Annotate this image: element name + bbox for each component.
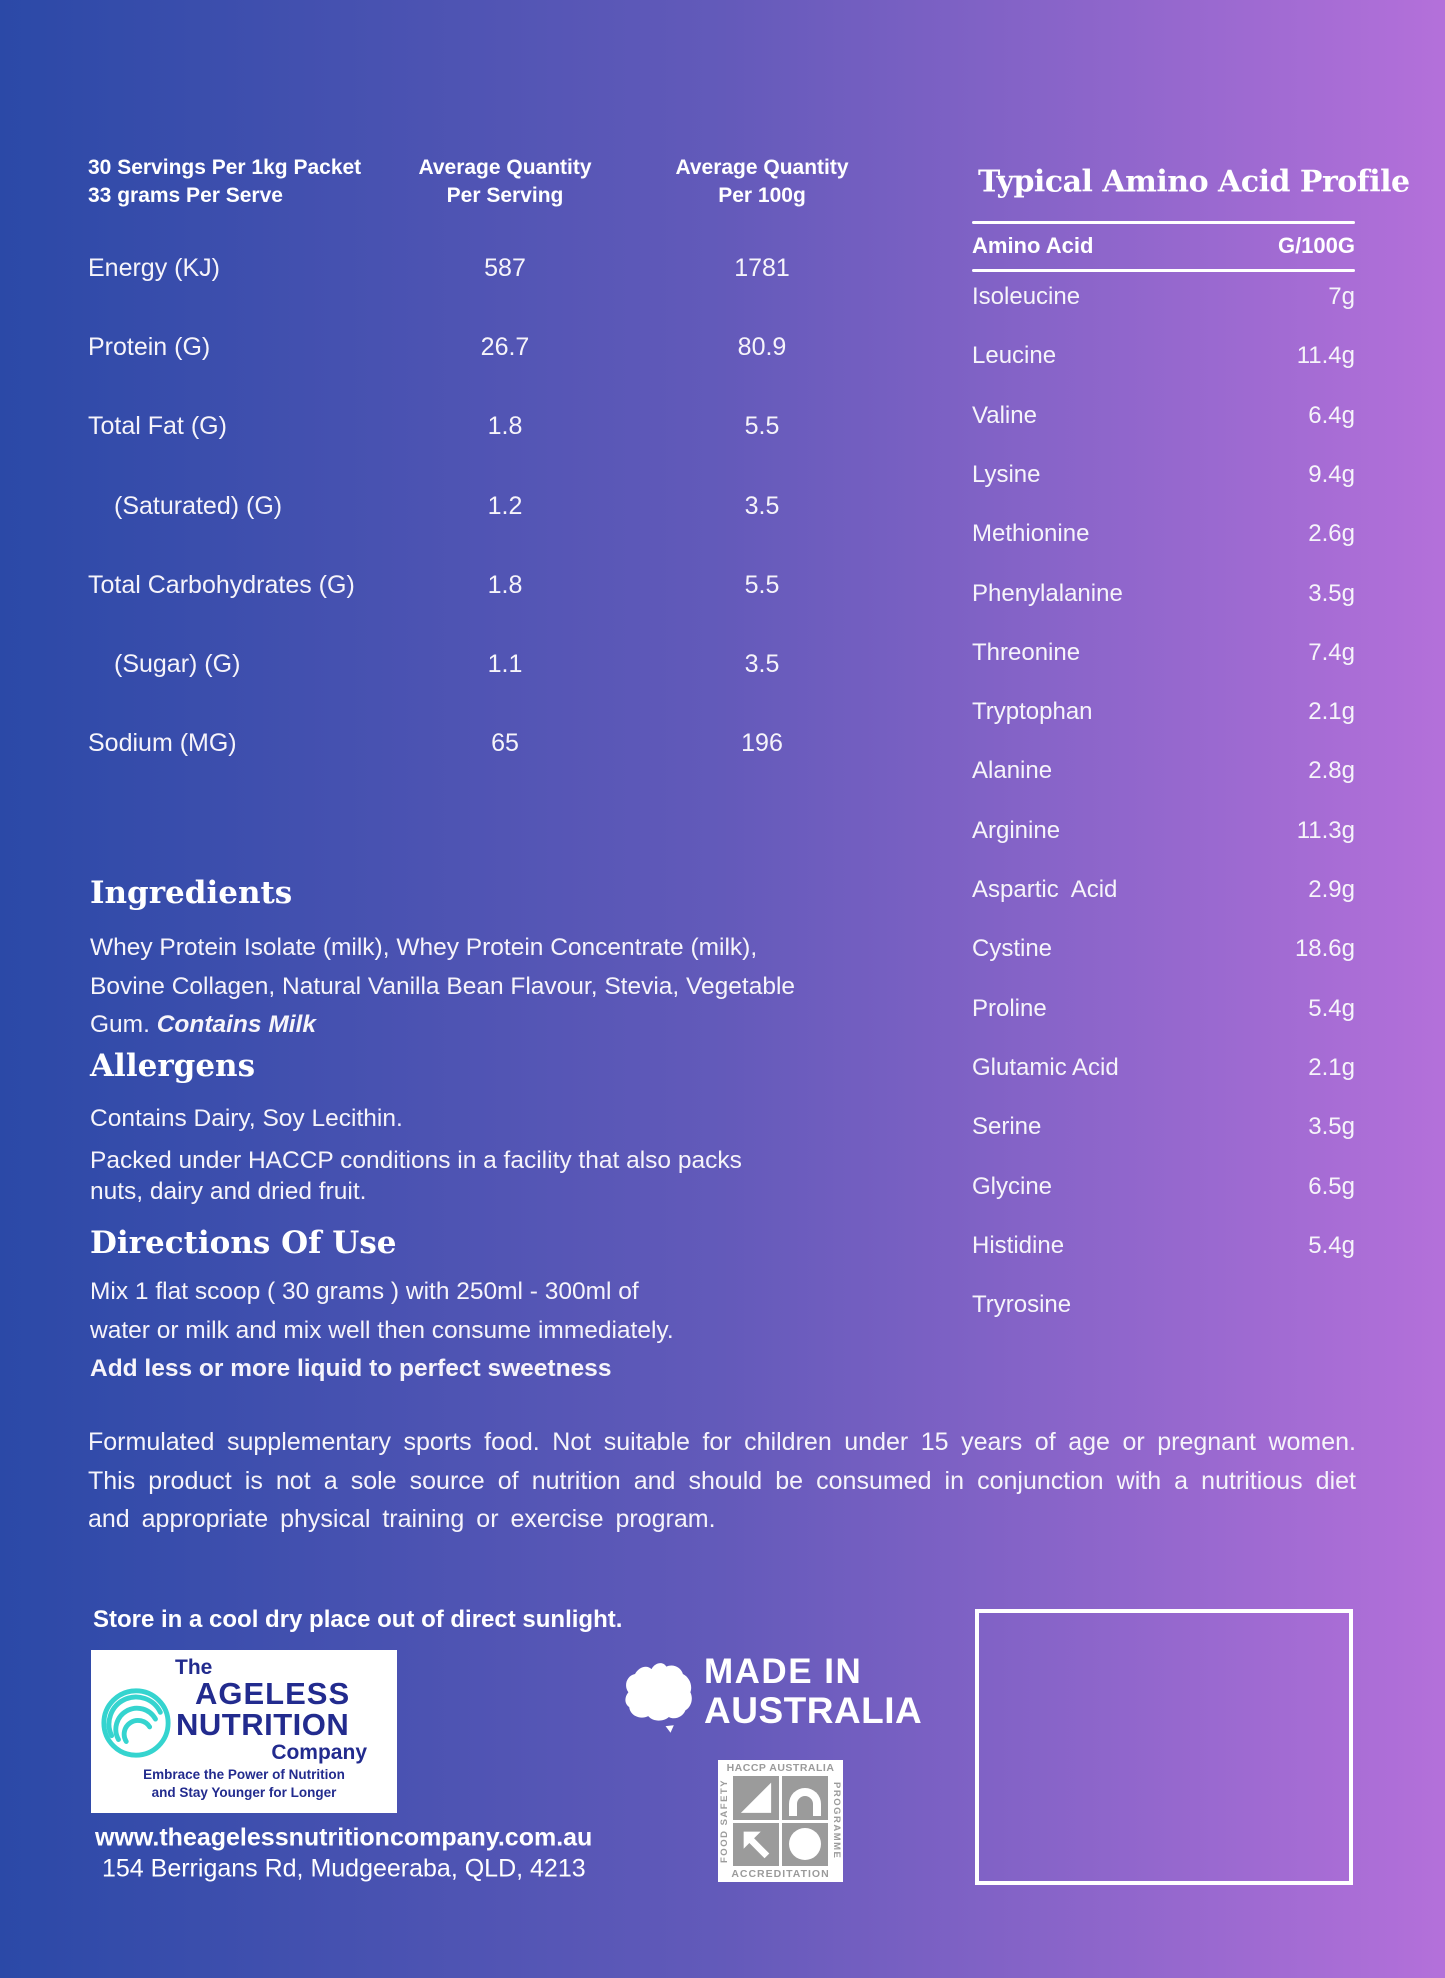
amino-value: 6.4g — [1308, 401, 1355, 429]
amino-row — [972, 638, 1355, 668]
ageless-swirl-icon — [99, 1686, 173, 1760]
per-serving-line2: Per Serving — [446, 184, 564, 207]
amino-value: 7g — [1328, 283, 1355, 310]
amino-row — [972, 519, 1355, 549]
dome-icon — [789, 1788, 821, 1816]
per-100g-value: 80.9 — [737, 333, 787, 362]
amino-value: 18.6g — [1294, 935, 1355, 963]
directions-note-bold: Add less or more liquid to perfect sweetness — [90, 1355, 612, 1382]
empty-info-box — [975, 1609, 1353, 1885]
logo-tagline-2: and Stay Younger for Longer — [151, 1785, 337, 1800]
divider — [972, 221, 1355, 224]
allergens-line: Packed under HACCP conditions in a facility that also packs — [90, 1147, 742, 1174]
amino-row — [972, 1231, 1355, 1261]
servings-line1: 30 Servings Per 1kg Packet — [88, 156, 362, 179]
logo-tagline-1: Embrace the Power of Nutrition — [143, 1767, 345, 1782]
ageless-nutrition-logo — [91, 1650, 397, 1813]
amino-name: Threonine — [972, 638, 1081, 666]
amino-value: 3.5g — [1308, 1113, 1355, 1141]
haccp-arrow-tile — [733, 1823, 779, 1867]
nutrient-label: Sodium (MG) — [88, 729, 237, 758]
amino-row — [972, 1112, 1355, 1142]
amino-row — [972, 401, 1355, 431]
logo-company: Company — [271, 1741, 367, 1764]
allergens-line: nuts, dairy and dried fruit. — [90, 1178, 367, 1205]
logo-the: The — [175, 1656, 213, 1679]
per-100g-value: 5.5 — [744, 412, 780, 441]
amino-panel-title: Typical Amino Acid Profile — [978, 164, 1410, 200]
haccp-circle-tile — [782, 1823, 828, 1867]
haccp-triangle-tile — [733, 1776, 779, 1820]
per-100g-line1: Average Quantity — [675, 156, 849, 179]
amino-row — [972, 1290, 1355, 1320]
ingredients-line: Whey Protein Isolate (milk), Whey Protein Concentrate (milk), — [90, 934, 758, 961]
nutrient-label: Total Carbohydrates (G) — [88, 570, 355, 599]
amino-name: Valine — [972, 401, 1037, 429]
nutrient-label: (Sugar) (G) — [114, 650, 241, 678]
haccp-bottom-text: ACCREDITATION — [731, 1868, 830, 1880]
amino-name: Histidine — [972, 1231, 1065, 1259]
amino-name: Arginine — [972, 816, 1061, 844]
made-in-australia-mark — [612, 1652, 942, 1742]
amino-row — [972, 816, 1355, 846]
amino-value: 2.1g — [1308, 698, 1355, 726]
amino-row — [972, 341, 1355, 371]
per-serving-value: 1.8 — [487, 412, 523, 441]
amino-value: 9.4g — [1308, 460, 1355, 488]
nutrient-label: Energy (KJ) — [88, 254, 220, 282]
allergens-heading: Allergens — [90, 1048, 256, 1084]
directions-heading: Directions Of Use — [90, 1225, 397, 1261]
amino-row — [972, 697, 1355, 727]
haccp-grid — [733, 1776, 828, 1866]
haccp-left-text: FOOD SAFETY — [719, 1778, 730, 1864]
amino-table-header — [972, 233, 1355, 259]
contains-milk-note: Contains Milk — [156, 1011, 316, 1038]
ingredients-line3-prefix: Gum. — [90, 1011, 157, 1038]
ingredients-line: Bovine Collagen, Natural Vanilla Bean Flavour, Stevia, Vegetable — [90, 973, 796, 1000]
per-100g-line2: Per 100g — [718, 184, 806, 207]
amino-name: Methionine — [972, 520, 1090, 548]
per-serving-value: 1.2 — [487, 491, 523, 520]
per-100g-value: 196 — [741, 729, 783, 758]
amino-name: Phenylalanine — [972, 579, 1123, 607]
amino-name: Proline — [972, 994, 1047, 1022]
amino-value: 2.9g — [1308, 876, 1355, 903]
haccp-right-text: PROGRAMME — [831, 1782, 842, 1860]
amino-name: Alanine — [972, 757, 1053, 785]
logo-nutrition: NUTRITION — [176, 1707, 350, 1742]
amino-name: Glycine — [972, 1172, 1053, 1200]
amino-value: 6.5g — [1308, 1172, 1355, 1200]
amino-col-value: G/100G — [1277, 233, 1355, 258]
per-100g-value: 1781 — [734, 254, 790, 282]
amino-value: 11.4g — [1296, 342, 1355, 370]
amino-row — [972, 994, 1355, 1024]
australia-line: AUSTRALIA — [704, 1690, 923, 1731]
amino-row — [972, 1053, 1355, 1083]
amino-name: Leucine — [972, 342, 1057, 370]
amino-name: Tryptophan — [972, 698, 1093, 726]
amino-name: Tryrosine — [972, 1291, 1072, 1319]
website-url: www.theagelessnutritioncompany.com.au — [95, 1823, 593, 1852]
amino-name: Isoleucine — [972, 283, 1081, 310]
ingredients-heading: Ingredients — [90, 875, 293, 911]
per-serving-value: 26.7 — [480, 333, 530, 362]
nutrient-label: (Saturated) (G) — [114, 491, 283, 520]
per-serving-value: 65 — [491, 729, 519, 758]
ingredients-line — [90, 1011, 316, 1039]
amino-row — [972, 282, 1355, 312]
amino-value: 5.4g — [1308, 994, 1355, 1022]
per-serving-value: 587 — [484, 254, 526, 282]
amino-value: 2.8g — [1308, 757, 1355, 785]
amino-value: 2.1g — [1308, 1053, 1355, 1081]
logo-ageless: AGELESS — [195, 1676, 351, 1711]
amino-row — [972, 756, 1355, 786]
amino-row — [972, 934, 1355, 964]
amino-value: 3.5g — [1308, 579, 1355, 607]
amino-row — [972, 1172, 1355, 1202]
servings-line2: 33 grams Per Serve — [88, 184, 283, 207]
per-100g-value: 3.5 — [744, 650, 780, 678]
per-serving-value: 1.8 — [487, 570, 523, 599]
amino-value: 11.3g — [1296, 816, 1355, 844]
allergens-line: Contains Dairy, Soy Lecithin. — [90, 1105, 403, 1132]
made-in-line: MADE IN — [704, 1652, 863, 1691]
haccp-accreditation-logo — [718, 1760, 843, 1882]
per-serving-value: 1.1 — [487, 650, 523, 678]
directions-line: water or milk and mix well then consume immediately. — [90, 1317, 674, 1344]
nutrient-label: Total Fat (G) — [88, 412, 227, 441]
amino-name: Lysine — [972, 460, 1041, 488]
amino-name: Cystine — [972, 935, 1053, 963]
haccp-dome-tile — [782, 1776, 828, 1820]
amino-row — [972, 460, 1355, 490]
amino-row — [972, 875, 1355, 905]
amino-name: Glutamic Acid — [972, 1053, 1119, 1081]
disclaimer-paragraph: Formulated supplementary sports food. Not suitable for children under 15 years of age or pregnant women. This product is not a sole source of nutrition and should be consumed in conjunction with a nutritious diet and appropriate physical training or exercise program. — [88, 1428, 1356, 1533]
amino-name: Serine — [972, 1113, 1042, 1141]
per-serving-line1: Average Quantity — [418, 156, 592, 179]
amino-name: Aspartic Acid — [972, 876, 1118, 903]
divider — [972, 269, 1355, 272]
amino-value: 2.6g — [1308, 520, 1355, 548]
arrow-up-left-icon — [737, 1825, 775, 1863]
nutrient-label: Protein (G) — [88, 333, 211, 362]
made-in-australia-text — [704, 1654, 922, 1729]
haccp-top-text: HACCP AUSTRALIA — [726, 1762, 835, 1774]
amino-col-name: Amino Acid — [972, 233, 1094, 258]
amino-acid-panel — [972, 0, 1410, 1380]
triangle-icon — [738, 1780, 774, 1816]
per-100g-value: 3.5 — [744, 491, 780, 520]
per-100g-value: 5.5 — [744, 570, 780, 599]
street-address: 154 Berrigans Rd, Mudgeeraba, QLD, 4213 — [102, 1854, 586, 1883]
australia-map-icon — [612, 1660, 696, 1736]
storage-note: Store in a cool dry place out of direct sunlight. — [93, 1606, 623, 1633]
amino-value: 5.4g — [1308, 1231, 1355, 1259]
directions-line: Mix 1 flat scoop ( 30 grams ) with 250ml - 300ml of — [90, 1278, 639, 1305]
amino-row — [972, 579, 1355, 609]
amino-value: 7.4g — [1308, 638, 1355, 666]
circle-icon — [789, 1828, 821, 1860]
